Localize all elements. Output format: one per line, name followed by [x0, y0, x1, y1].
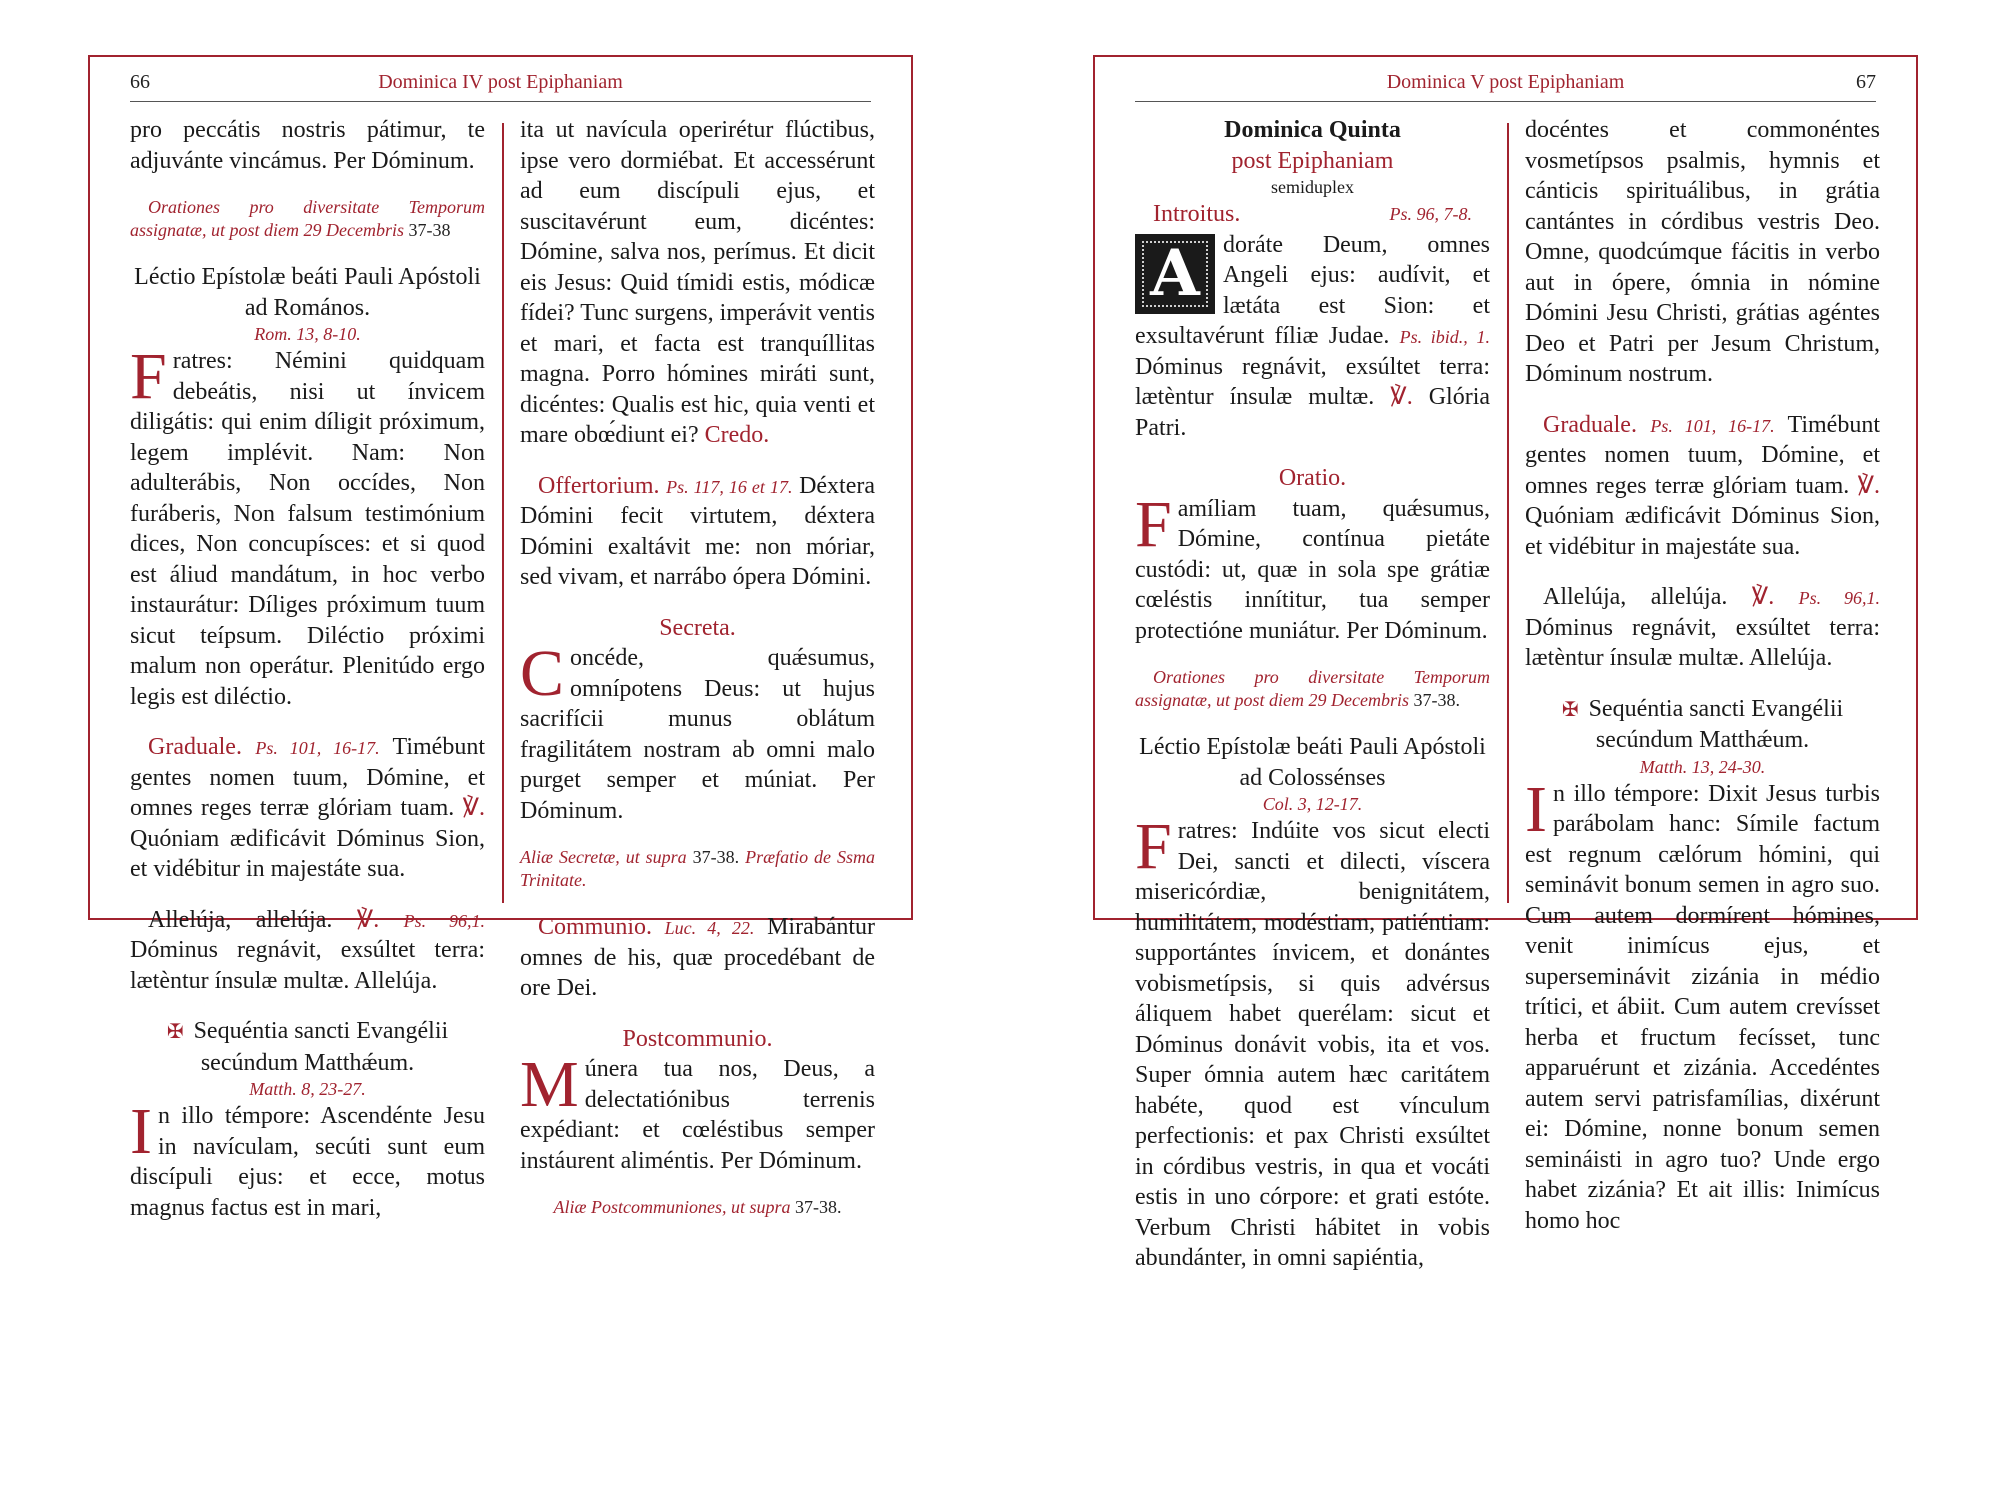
drop-initial: F [1135, 810, 1172, 883]
gospel-title: ✠ Sequéntia sancti Evangélii secúndum Matthǽum. [166, 1018, 449, 1076]
drop-initial: F [1135, 487, 1172, 561]
drop-initial: F [130, 340, 167, 413]
column-divider [1507, 123, 1509, 903]
right-column-1 [1135, 115, 1490, 1274]
drop-initial: I [1525, 772, 1547, 846]
sunday-subtitle: post Epiphaniam [1231, 147, 1394, 174]
left-column-1 [130, 115, 485, 1223]
lectio-ref: Col. 3, 12-17. [1262, 794, 1363, 814]
running-title: Dominica IV post Epiphaniam [378, 71, 623, 93]
left-page-header [130, 71, 871, 102]
right-page [1093, 55, 1918, 1271]
collect-end: pro peccátis nostris pátimur, te adjuvánte vincámus. Per Dóminum. [130, 117, 485, 174]
page-number: 67 [1856, 71, 1876, 93]
gospel-ref: Matth. 13, 24-30. [1639, 756, 1766, 777]
left-column-2 [520, 115, 875, 1219]
lectio-text: Fratres: Némini quidquam debeátis, nisi ut ínvicem diligátis: qui enim díligit próximum, legem implévit. Nam: Non adulterábis, Non occídes, Non furáberis, Non falsum testimónium dices, Non concupísces: et si quod est áliud mandátum, in hoc verbo instaurátur: Díliges próximum tuum sicut teípsum. Diléctio próximi malum non operátur. Plenitúdo ergo legis est diléctio. [130, 340, 485, 710]
right-column-2 [1525, 115, 1880, 1236]
left-page [88, 55, 913, 1221]
orationes-rubric: Orationes pro diversitate Temporum assignatæ, ut post diem 29 Decembris 37-38. [1135, 667, 1490, 710]
gospel-text: In illo témpore: Ascendénte Jesu in navículam, secúti sunt eum discípuli ejus: et ecce, motus magnus factus est in mari, [130, 1095, 485, 1221]
lectio-continuation: docéntes et commonéntes vosmetípsos psalmis, hymnis et cánticis spirituálibus, in grátia cantántes in córdibus vestris Deo. Omne, quodcúmque fácitis in verbo aut in ópere, ómnia in nómine Dómini Jesu Christi, grátias agéntes Deo et Patri per Jesum Christum, Dóminum nostrum. [1525, 117, 1880, 387]
secreta-rubric: Aliæ Secretæ, ut supra 37-38. Præfatio de Ssma Trinitate. [520, 847, 875, 890]
lectio-ref: Rom. 13, 8-10. [254, 324, 361, 344]
ornamental-initial: A [1135, 234, 1215, 314]
postcommunio-text: Múnera tua nos, Deus, a delectatiónibus terrenis expédiant: et cœléstibus semper instáurent aliméntis. Per Dóminum. [520, 1048, 875, 1174]
cross-icon: ✠ [166, 1021, 184, 1043]
gospel-text: In illo témpore: Dixit Jesus turbis parábolam hanc: Símile factum est regnum cælórum hómini, qui seminávit bonum semen in agro suo. Cum autem dormírent hómines, venit inimícus ejus, et superseminávit zizánia in médio trítici, et ábiit. Cum autem crevísset herba et fructum fecísset, tunc apparuérunt et zizánia. Accedéntes autem servi patrisfamílias, dixérunt ei: Dómine, nonne bonum semen semináisti in agro tuo? Unde ergo habet zizánia? Et ait illis: Inimícus homo hoc [1525, 772, 1880, 1234]
cross-icon: ✠ [1561, 698, 1579, 721]
secreta-label: Secreta. [659, 614, 736, 641]
postcommunio-rubric: Aliæ Postcommuniones, ut supra 37-38. [553, 1197, 842, 1217]
rank: semiduplex [1271, 177, 1354, 197]
lectio-text: Fratres: Indúite vos sicut electi Dei, sancti et dilecti, víscera misericórdiæ, benignitátem, humilitátem, modéstiam, patiéntiam: supportántes ínvicem, et donántes vobismetípsis, si quis advérsus áliquem habet querélam: sicut et Dóminus donávit vobis, ita et vos. Super ómnia autem hæc caritátem habéte, quod est vínculum perfectionis: et pax Christi exsúltet in córdibus vestris, in qua et vocáti estis in uno córpore: et grati estóte. Verbum Christi hábitet in vobis abundánter, in omni sapiéntia, [1135, 810, 1490, 1271]
lectio-title: Léctio Epístolæ beáti Pauli Apóstoli ad Colossénses [1139, 734, 1486, 791]
communio: Communio. Luc. 4, 22. Mirabántur omnes de his, quæ procedébant de ore Dei. [520, 914, 876, 1001]
running-title: Dominica V post Epiphaniam [1386, 71, 1625, 93]
gospel-ref: Matth. 8, 23-27. [249, 1079, 366, 1099]
gospel-title: ✠ Sequéntia sancti Evangélii secúndum Matthǽum. [1561, 695, 1844, 753]
graduale: Graduale. Ps. 101, 16-17. Timébunt gentes nomen tuum, Dómine, et omnes reges terræ glóriam tuam. ℣. Quóniam ædificávit Dóminus Sion, et vidébitur in majestáte sua. [130, 734, 485, 882]
page-number: 66 [130, 71, 150, 93]
alleluia: Allelúja, allelúja. ℣. Ps. 96,1. Dóminus regnávit, exsúltet terra: lætèntur ínsulæ multæ. Allelúja. [130, 906, 486, 994]
drop-initial: I [130, 1095, 152, 1168]
lectio-title: Léctio Epístolæ beáti Pauli Apóstoli ad Romános. [134, 264, 481, 321]
secreta-text: Concéde, quǽsumus, omnípotens Deus: ut hujus sacrifícii munus oblátum fragilitátem nostram ab omni malo purget semper et múniat. Per Dóminum. [520, 637, 875, 824]
oratio-label: Oratio. [1278, 465, 1347, 491]
graduale: Graduale. Ps. 101, 16-17. Timébunt gentes nomen tuum, Dómine, et omnes reges terræ glóriam tuam. ℣. Quóniam ædificávit Dóminus Sion, et vidébitur in majestáte sua. [1525, 411, 1880, 560]
orationes-rubric: Orationes pro diversitate Temporum assignatæ, ut post diem 29 Decembris 37-38 [130, 197, 485, 240]
offertorium: Offertorium. Ps. 117, 16 et 17. Déxtera Dómini fecit virtutem, déxtera Dómini exaltávit me: non móriar, sed vivam, et narrábo ópera Dómini. [520, 472, 876, 590]
right-page-header [1135, 71, 1876, 102]
sunday-title: Dominica Quinta [1224, 117, 1401, 143]
introitus-text: A doráte Deum, omnes Angeli ejus: audívit, et lætáta est Sion: et exsultavérunt fíliæ Judae. Ps. ibid., 1. Dóminus regnávit, exsúltet terra: lætèntur ínsulæ multæ. ℣. Glória Patri. [1135, 231, 1491, 441]
gospel-continuation: ita ut navícula operirétur flúctibus, ipse vero dormiébat. Et accessérunt ad eum discípuli ejus, et suscitavérunt eum, dicéntes: Dómine, salva nos, perímus. Et dicit eis Jesus: Quid tímidi estis, módicæ fídei? Tunc surgens, imperávit ventis et mari, et facta est tranquíllitas magna. Porro hómines miráti sunt, dicéntes: Qualis est hic, quia venti et mare obœ́diunt ei? Credo. [520, 117, 875, 448]
postcommunio-label: Postcommunio. [622, 1025, 773, 1052]
introitus-heading: Introitus. Ps. 96, 7-8. [1153, 201, 1472, 227]
drop-initial: C [520, 637, 565, 710]
drop-initial: M [520, 1048, 579, 1121]
alleluia: Allelúja, allelúja. ℣. Ps. 96,1. Dóminus regnávit, exsúltet terra: lætèntur ínsulæ multæ. Allelúja. [1525, 584, 1881, 671]
oratio-text: Famíliam tuam, quǽsumus, Dómine, contínua pietáte custódi: ut, quæ in sola spe grátiæ cœléstis innítitur, tua semper protectióne muniátur. Per Dóminum. [1135, 487, 1490, 644]
column-divider [502, 123, 504, 903]
